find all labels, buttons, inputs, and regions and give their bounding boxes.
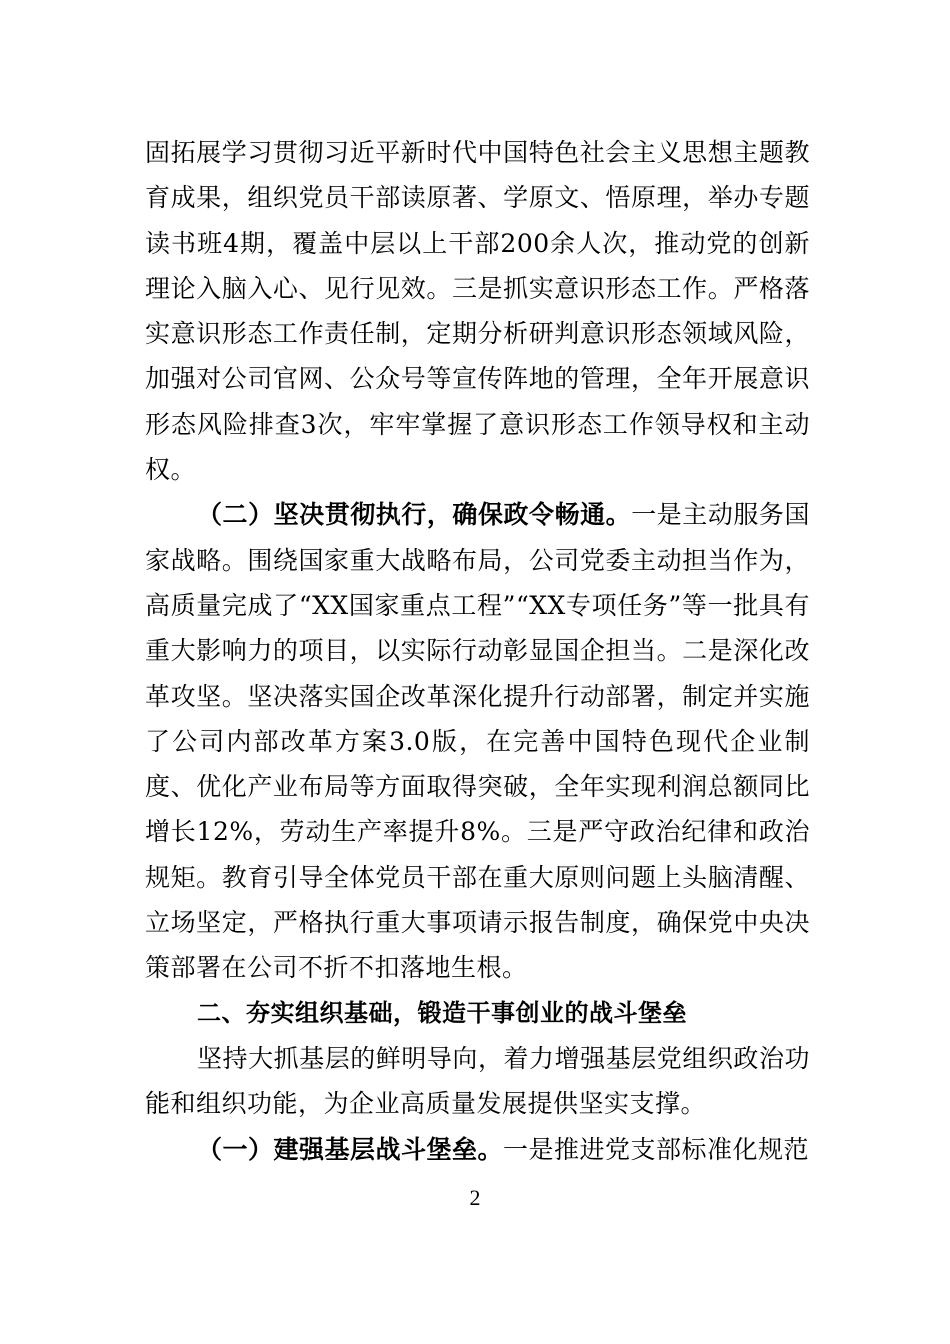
- paragraph-grassroots: [145, 1127, 810, 1172]
- paragraph-organization-intro: 坚持大抓基层的鲜明导向，着力增强基层党组织政治功能和组织功能，为企业高质量发展提供坚实支撑。: [145, 1043, 810, 1119]
- page-number: 2: [469, 1185, 481, 1210]
- section-lead-2: （二）坚决贯彻执行，确保政令畅通。: [197, 500, 632, 530]
- section-heading-2: 二、夯实组织基础，锻造干事创业的战斗堡垒: [197, 998, 687, 1027]
- paragraph-policy-implementation: [145, 492, 810, 990]
- section-body-1: 一是推进党支部标准化规范: [503, 1134, 810, 1164]
- document-body: [145, 130, 810, 1172]
- section-body-2: 一是主动服务国家战略。围绕国家重大战略布局，公司党委主动担当作为，高质量完成了“XX国家重点工程”“XX专项任务”等一批具有重大影响力的项目，以实际行动彰显国企担当。二是深化改革攻坚。坚决落实国企改革深化提升行动部署，制定并实施了公司内部改革方案3.0版，在完善中国特色现代企业制度、优化产业布局等方面取得突破，全年实现利润总额同比增长12%，劳动生产率提升8%。三是严守政治纪律和政治规矩。教育引导全体党员干部在重大原则问题上头脑清醒、立场坚定，严格执行重大事项请示报告制度，确保党中央决策部署在公司不折不扣落地生根。: [145, 500, 810, 983]
- section-lead-1: （一）建强基层战斗堡垒。: [197, 1134, 504, 1164]
- paragraph-ideology-work: 固拓展学习贯彻习近平新时代中国特色社会主义思想主题教育成果，组织党员干部读原著、学原文、悟原理，举办专题读书班4期，覆盖中层以上干部200余人次，推动党的创新理论入脑入心、见行见效。三是抓实意识形态工作。严格落实意识形态工作责任制，定期分析研判意识形态领域风险，加强对公司官网、公众号等宣传阵地的管理，全年开展意识形态风险排查3次，牢牢掌握了意识形态工作领导权和主动权。: [145, 138, 810, 485]
